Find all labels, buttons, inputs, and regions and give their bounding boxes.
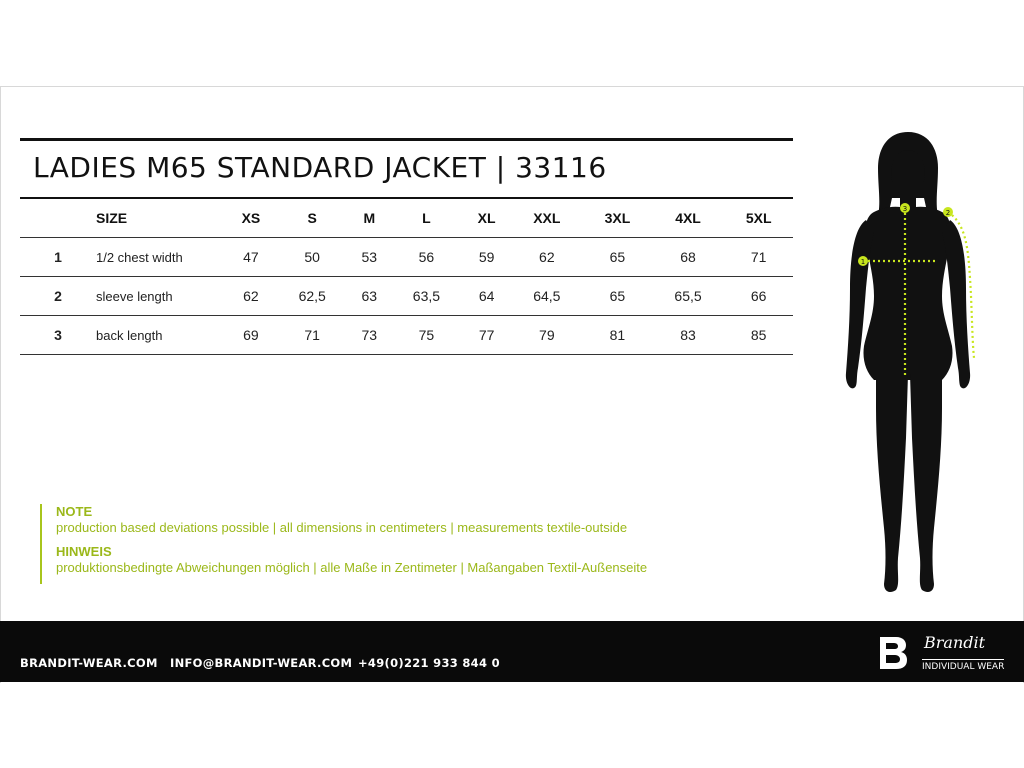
- hinweis-text: produktionsbedingte Abweichungen möglich | alle Maße in Zentimeter | Maßangaben Textil-Außenseite: [56, 560, 648, 575]
- measurement-value: 73: [361, 327, 378, 343]
- measurement-value: 69: [243, 327, 259, 343]
- phone-number: +49(0)221 933 844 0: [358, 656, 500, 670]
- header-size-label: SIZE: [96, 210, 128, 226]
- size-table: [20, 199, 793, 355]
- measurement-value: 53: [361, 249, 378, 265]
- measurement-value: 62,5: [298, 288, 326, 304]
- measurement-value: 68: [680, 249, 696, 265]
- title-top-rule: [20, 138, 793, 141]
- notes-block: [40, 504, 647, 584]
- row-number: 1: [54, 249, 62, 265]
- table-row: [20, 316, 793, 355]
- measurement-value: 81: [609, 327, 626, 343]
- brand-wordmark: Brandit: [924, 633, 986, 652]
- measurement-value: 71: [750, 249, 767, 265]
- measurement-value: 65: [609, 288, 626, 304]
- row-number: 3: [54, 327, 62, 343]
- measurement-value: 65,5: [674, 288, 702, 304]
- measurement-value: 63: [361, 288, 378, 304]
- size-heading: 3XL: [604, 210, 631, 226]
- brandit-logo-icon: [878, 635, 908, 671]
- measurement-value: 77: [478, 327, 495, 343]
- website-link[interactable]: BRANDIT-WEAR.COM: [20, 656, 158, 670]
- size-heading: M: [363, 210, 376, 226]
- footer-bar: [0, 621, 1024, 682]
- measurement-label: sleeve length: [96, 288, 173, 304]
- measurement-value: 62: [539, 249, 555, 265]
- marker-sleeve-label: 2: [945, 209, 951, 217]
- measurement-label: 1/2 chest width: [96, 249, 183, 265]
- table-row: [20, 277, 793, 316]
- measurement-value: 47: [243, 249, 259, 265]
- measurement-value: 63,5: [412, 288, 441, 304]
- measurement-label: back length: [96, 327, 163, 343]
- measurement-value: 50: [304, 249, 320, 265]
- measurement-value: 64: [478, 288, 495, 304]
- measurement-value: 66: [750, 288, 767, 304]
- email-link[interactable]: INFO@BRANDIT-WEAR.COM: [170, 656, 353, 670]
- size-heading: L: [422, 210, 431, 226]
- size-heading: XXL: [533, 210, 561, 226]
- measurement-value: 56: [418, 249, 435, 265]
- measurement-value: 83: [680, 327, 696, 343]
- table-row: [20, 238, 793, 277]
- size-heading: 4XL: [675, 210, 701, 226]
- size-heading: XL: [477, 210, 496, 226]
- note-title: NOTE: [56, 504, 93, 519]
- woman-silhouette: [846, 132, 970, 592]
- measurement-value: 62: [243, 288, 259, 304]
- measurement-figure: [830, 128, 990, 598]
- measurement-value: 79: [539, 327, 555, 343]
- header-num-cell: [20, 199, 96, 238]
- chart-title: LADIES M65 STANDARD JACKET | 33116: [33, 151, 607, 184]
- brand-tagline: INDIVIDUAL WEAR: [922, 659, 1004, 672]
- size-heading: XS: [241, 210, 261, 226]
- hinweis-title: HINWEIS: [56, 544, 112, 559]
- measurement-value: 75: [418, 327, 435, 343]
- marker-back-label: 3: [902, 205, 908, 213]
- measurement-value: 59: [478, 249, 495, 265]
- note-text: production based deviations possible | all dimensions in centimeters | measurements textile-outside: [56, 520, 628, 535]
- row-number: 2: [54, 288, 62, 304]
- size-header-row: [20, 199, 793, 238]
- marker-chest-label: 1: [860, 258, 866, 266]
- size-heading: 5XL: [745, 210, 772, 226]
- measurement-value: 64,5: [533, 288, 561, 304]
- measurement-value: 65: [609, 249, 626, 265]
- measurement-value: 71: [304, 327, 320, 343]
- size-heading: S: [307, 210, 317, 226]
- measurement-value: 85: [750, 327, 767, 343]
